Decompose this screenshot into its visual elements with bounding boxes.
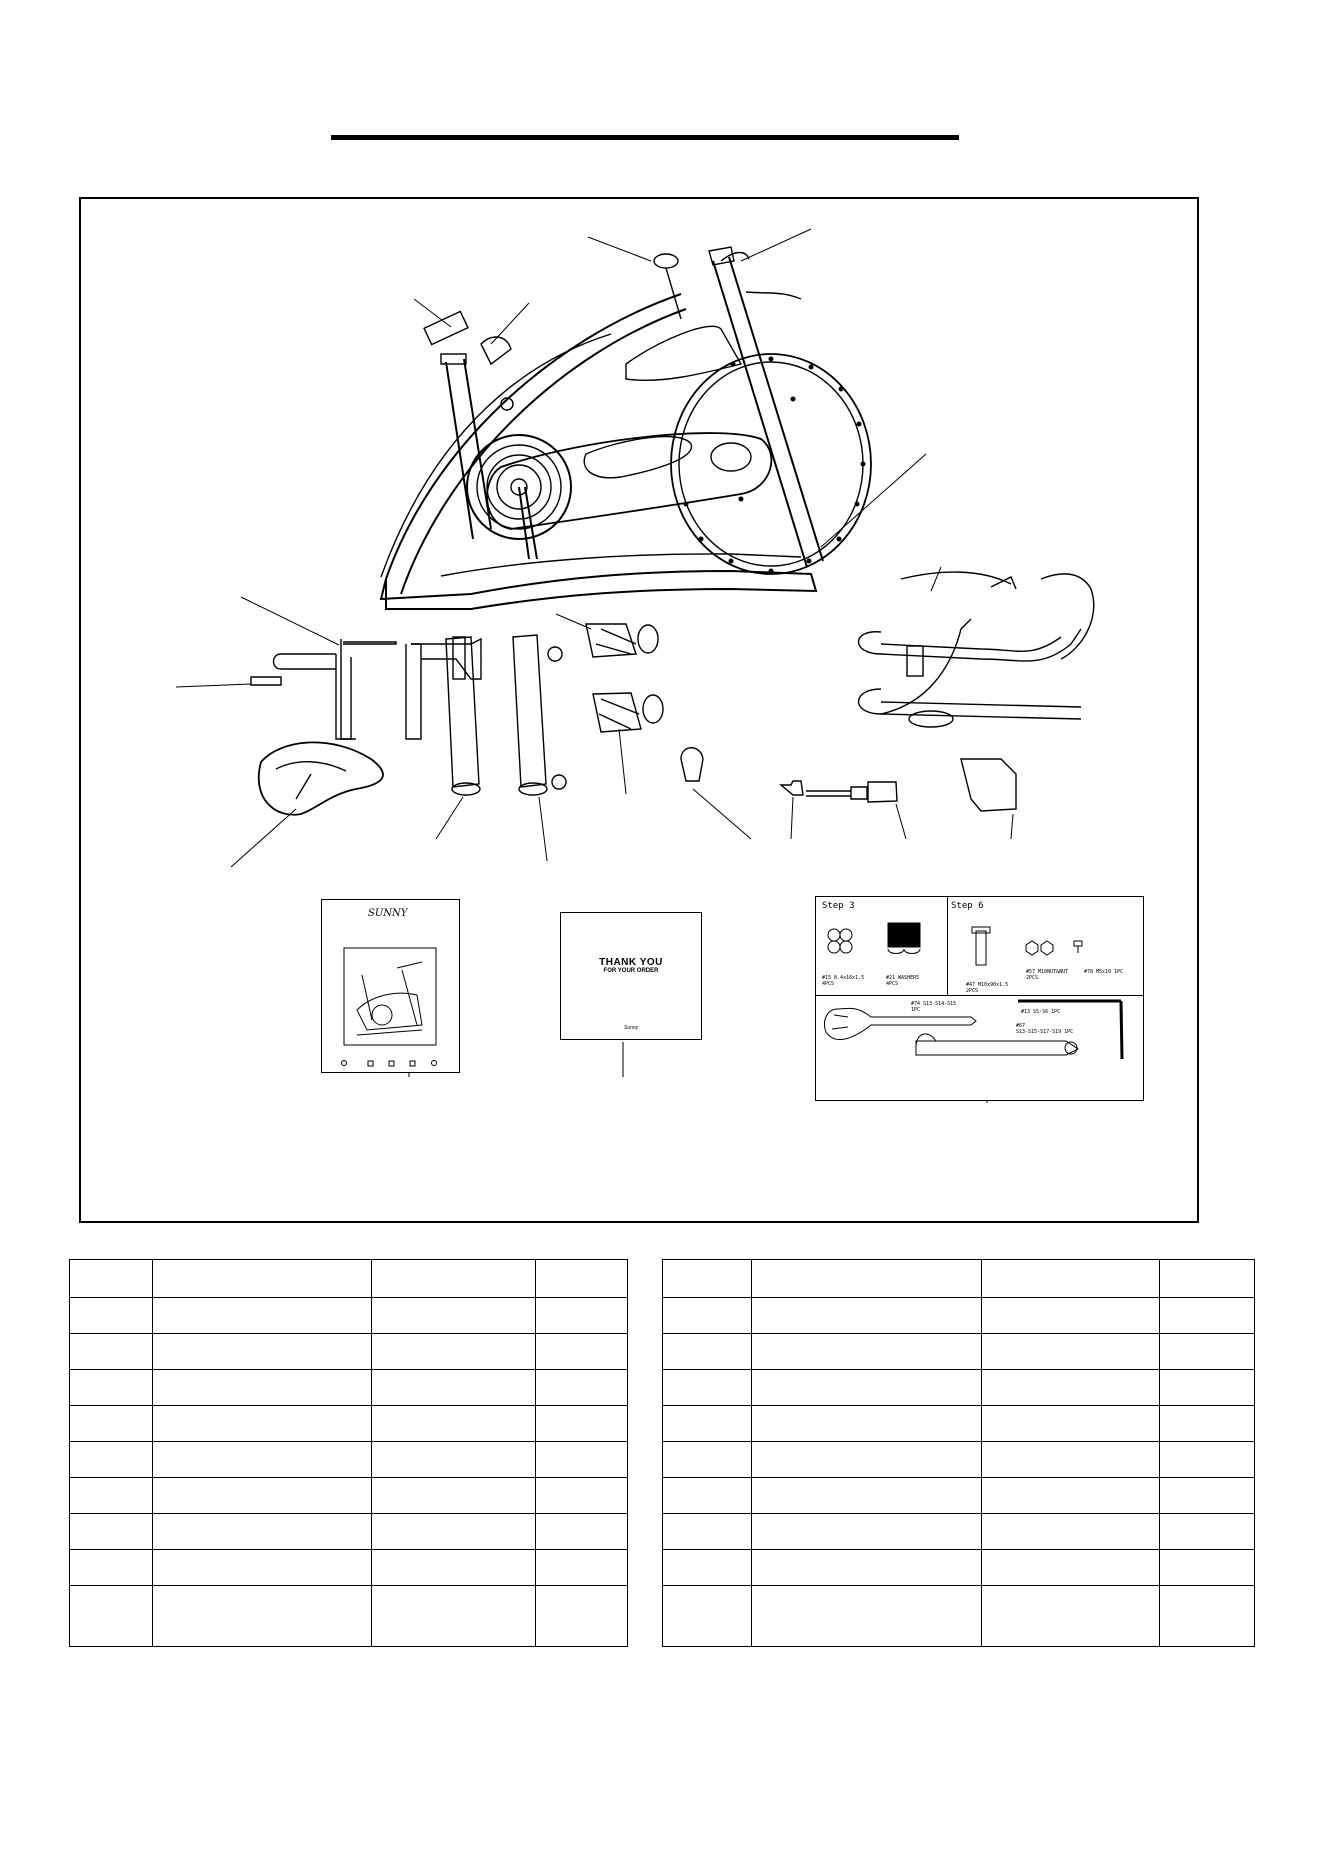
table-cell xyxy=(1160,1370,1255,1406)
table-cell xyxy=(152,1586,372,1647)
thank-you-line1: THANK YOU xyxy=(599,957,663,968)
hw-item-b: #21 WASHER5 xyxy=(886,975,920,981)
table-cell xyxy=(536,1334,628,1370)
table-cell xyxy=(751,1406,982,1442)
table-cell xyxy=(1160,1260,1255,1298)
table-cell xyxy=(372,1478,536,1514)
manual-cover-art xyxy=(322,900,461,1074)
table-row xyxy=(70,1478,628,1514)
table-row xyxy=(663,1260,1255,1298)
hw-item-c: #47 M10x90x1.5 xyxy=(966,982,1009,988)
table-row xyxy=(70,1586,628,1647)
table-cell xyxy=(751,1514,982,1550)
table-row xyxy=(663,1550,1255,1586)
table-cell xyxy=(1160,1334,1255,1370)
table-cell xyxy=(372,1406,536,1442)
table-cell xyxy=(663,1406,752,1442)
table-cell xyxy=(536,1550,628,1586)
step6-label: Step 6 xyxy=(951,901,984,911)
table-cell xyxy=(372,1514,536,1550)
table-cell xyxy=(70,1406,153,1442)
hardware-card xyxy=(815,896,1144,1101)
small-parts xyxy=(681,748,1016,839)
table-cell xyxy=(536,1260,628,1298)
parts-table-left xyxy=(69,1259,628,1647)
table-cell xyxy=(372,1298,536,1334)
table-cell xyxy=(1160,1442,1255,1478)
table-cell xyxy=(152,1370,372,1406)
table-cell xyxy=(70,1586,153,1647)
table-row xyxy=(663,1334,1255,1370)
table-cell xyxy=(982,1442,1160,1478)
table-cell xyxy=(982,1298,1160,1334)
table-cell xyxy=(751,1298,982,1334)
table-cell xyxy=(982,1586,1160,1647)
table-cell xyxy=(663,1478,752,1514)
table-cell xyxy=(372,1550,536,1586)
table-cell xyxy=(1160,1550,1255,1586)
table-row xyxy=(663,1586,1255,1647)
table-cell xyxy=(663,1260,752,1298)
thank-you-card xyxy=(560,912,702,1040)
table-cell xyxy=(372,1586,536,1647)
hardware-drawings xyxy=(816,897,1145,1102)
table-cell xyxy=(536,1514,628,1550)
table-row xyxy=(663,1406,1255,1442)
table-row xyxy=(70,1370,628,1406)
table-cell xyxy=(751,1334,982,1370)
table-cell xyxy=(751,1478,982,1514)
rear-stabilizer xyxy=(436,637,480,839)
table-cell xyxy=(751,1442,982,1478)
table-cell xyxy=(1160,1298,1255,1334)
thank-you-line2: FOR YOUR ORDER xyxy=(603,968,659,974)
table-cell xyxy=(1160,1514,1255,1550)
table-cell xyxy=(982,1260,1160,1298)
manual-brand: SUNNY xyxy=(368,908,408,919)
user-manual xyxy=(321,899,460,1073)
front-stabilizer xyxy=(513,635,566,861)
table-cell xyxy=(372,1442,536,1478)
table-cell xyxy=(751,1586,982,1647)
hw-item-d: #57 M10NUT&NUT xyxy=(1026,969,1069,975)
table-row xyxy=(70,1334,628,1370)
saddle xyxy=(231,742,383,867)
table-row xyxy=(663,1298,1255,1334)
main-frame xyxy=(381,247,871,609)
table-cell xyxy=(751,1260,982,1298)
table-cell xyxy=(372,1334,536,1370)
title-rule xyxy=(331,135,959,140)
table-cell xyxy=(751,1370,982,1406)
table-row xyxy=(70,1406,628,1442)
table-cell xyxy=(70,1478,153,1514)
hw-item-b-qty: 4PCS xyxy=(886,981,899,987)
table-cell xyxy=(663,1334,752,1370)
table-cell xyxy=(1160,1406,1255,1442)
hw-item-e: #78 M5x10 1PC xyxy=(1084,969,1124,975)
table-cell xyxy=(663,1586,752,1647)
table-cell xyxy=(536,1298,628,1334)
table-cell xyxy=(982,1334,1160,1370)
table-cell xyxy=(152,1550,372,1586)
table-row xyxy=(663,1478,1255,1514)
table-cell xyxy=(982,1550,1160,1586)
table-cell xyxy=(982,1478,1160,1514)
pedal-right xyxy=(593,693,663,794)
table-cell xyxy=(372,1260,536,1298)
card-brand: Sunny xyxy=(624,1025,639,1031)
table-cell xyxy=(70,1298,153,1334)
table-cell xyxy=(70,1550,153,1586)
table-cell xyxy=(663,1298,752,1334)
table-cell xyxy=(1160,1586,1255,1647)
table-cell xyxy=(152,1442,372,1478)
table-cell xyxy=(536,1442,628,1478)
table-cell xyxy=(152,1406,372,1442)
table-cell xyxy=(663,1370,752,1406)
table-cell xyxy=(70,1514,153,1550)
table-row xyxy=(663,1514,1255,1550)
table-cell xyxy=(70,1442,153,1478)
table-cell xyxy=(982,1406,1160,1442)
parts-diagram xyxy=(79,197,1199,1223)
table-cell xyxy=(152,1298,372,1334)
handlebar xyxy=(859,567,1094,727)
table-cell xyxy=(372,1370,536,1406)
table-row xyxy=(70,1298,628,1334)
hw-item-g: #13 S5-S6 1PC xyxy=(1021,1009,1061,1015)
hw-item-f: #74 S13-S14-S15 xyxy=(911,1001,957,1007)
table-cell xyxy=(536,1370,628,1406)
pedal-left xyxy=(556,614,658,657)
table-row xyxy=(70,1514,628,1550)
step3-label: Step 3 xyxy=(822,901,855,911)
table-cell xyxy=(982,1514,1160,1550)
table-cell xyxy=(1160,1478,1255,1514)
table-row xyxy=(70,1260,628,1298)
table-row xyxy=(70,1550,628,1586)
table-row xyxy=(663,1442,1255,1478)
parts-table-right xyxy=(662,1259,1255,1647)
hw-item-a: #15 8.4x16x1.5 xyxy=(822,975,865,981)
table-cell xyxy=(152,1260,372,1298)
table-cell xyxy=(536,1406,628,1442)
table-row xyxy=(663,1370,1255,1406)
table-cell xyxy=(663,1514,752,1550)
leader-lines-top xyxy=(414,229,926,547)
table-cell xyxy=(663,1550,752,1586)
table-cell xyxy=(751,1550,982,1586)
hw-item-h: #67 xyxy=(1016,1023,1026,1029)
hw-item-h2: S13-S15-S17-S19 1PC xyxy=(1016,1029,1074,1035)
hw-item-c-qty: 2PCS xyxy=(966,988,979,994)
table-cell xyxy=(70,1260,153,1298)
table-cell xyxy=(152,1334,372,1370)
table-cell xyxy=(536,1586,628,1647)
hw-item-f-qty: 1PC xyxy=(911,1007,921,1013)
table-cell xyxy=(536,1478,628,1514)
table-cell xyxy=(663,1442,752,1478)
table-cell xyxy=(70,1370,153,1406)
table-cell xyxy=(152,1478,372,1514)
table-row xyxy=(70,1442,628,1478)
hw-item-d-qty: 2PCS xyxy=(1026,975,1039,981)
table-cell xyxy=(982,1370,1160,1406)
table-cell xyxy=(70,1334,153,1370)
handlebar-post xyxy=(176,639,396,739)
hw-item-a-qty: 4PCS xyxy=(822,981,835,987)
table-cell xyxy=(152,1514,372,1550)
